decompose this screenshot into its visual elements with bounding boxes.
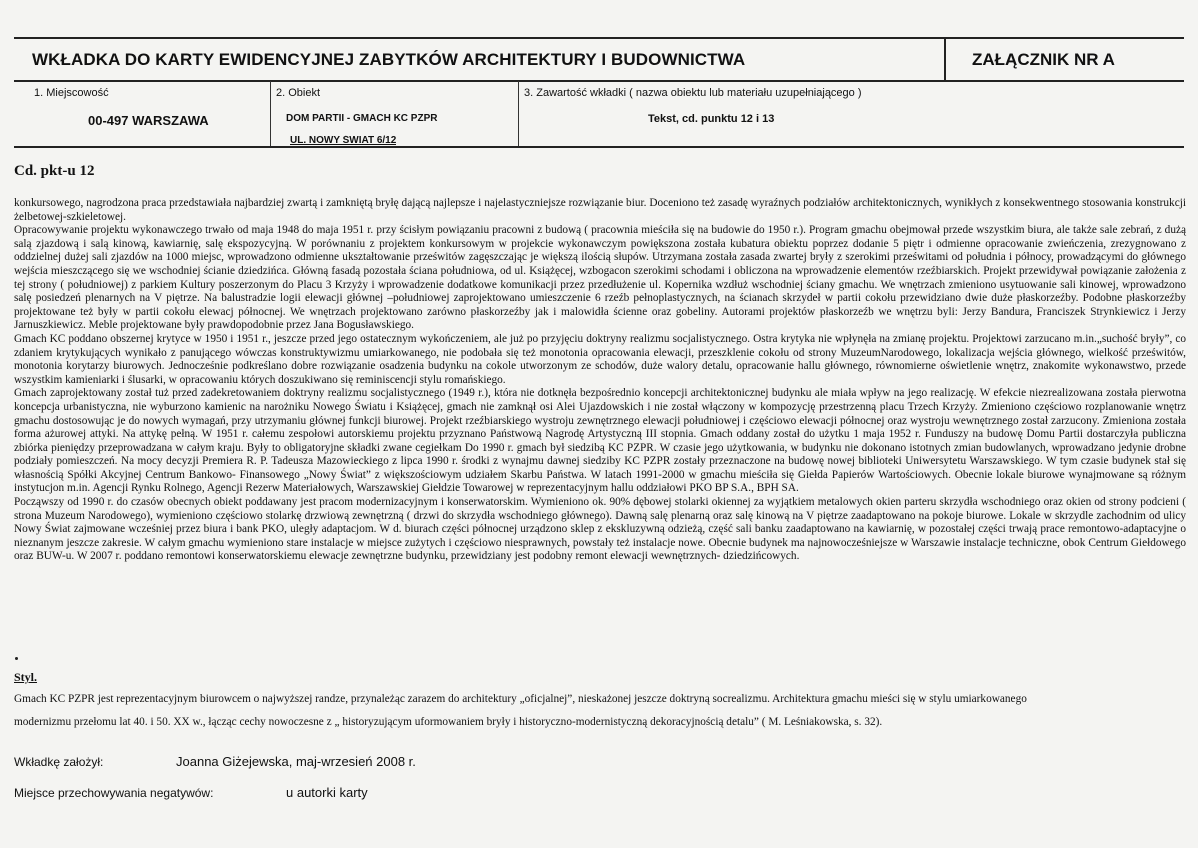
divider-title (944, 38, 946, 80)
object-label: 2. Obiekt (276, 87, 321, 99)
author-value: Joanna Giżejewska, maj-wrzesień 2008 r. (176, 754, 416, 769)
author-label: Wkładkę założył: (14, 755, 104, 769)
card-title: WKŁADKA DO KARTY EWIDENCYJNEJ ZABYTKÓW ARCHITEKTURY I BUDOWNICTWA (32, 50, 746, 69)
storage-value: u autorki karty (286, 785, 368, 800)
style-line: Gmach KC PZPR jest reprezentacyjnym biurowcem o najwyższej randze, przynależąc zarazem do architektury „oficjalnej”, nieskażonej jeszcze doktryną socrealizmu. Architektura gmachu mieści się w stylu umiarkowanego (14, 693, 1027, 705)
object-name: DOM PARTII - GMACH KC PZPR (286, 113, 438, 124)
paragraph: konkursowego, nagrodzona praca przedstawiała najbardziej zwartą i zamkniętą bryłę dającą najlepsze i najelastyczniejsze rozwiązanie biur. Doceniono też zasadę wyraźnych podziałów architektonicznych, wynikłych z konsekwentnego stosowania konstrukcji żelbetowej-szkieletowej. (14, 197, 1186, 223)
paragraph: Począwszy od 1990 r. do czasów obecnych obiekt poddawany jest pracom modernizacyjnym i konserwatorskim. Wymieniono ok. 90% dębowej stolarki okiennej za wyjątkiem metalowych okien parteru skrzydła wschodniego oraz okien od strony podcieni ( strona Muzeum Narodowego), wymieniono częściowo stolarkę drzwiową zewnętrzną ( drzwi do skrzydła wschodniego głównego). Dawną salę plenarną oraz salę kinową na V piętrze zaadaptowano na pokoje biurowe. Lokale w skrzydle zachodnim od ulicy Nowy Świat zajmowane wcześniej przez biura i bank PKO, uległy adaptacjom. W d. biurach części północnej urządzono sklep z ekskluzywną odzieżą, część sali banku zaadaptowano na kawiarnię, w pozostałej części trwają prace remontowo-adaptacyjne o nieznanym jeszcze zakresie. W całym gmachu wymieniono stare instalacje w miejsce zużytych i częściowo niesprawnych, powstały też instalacje nowe. Obecnie budynek ma najnowocześniejsze w Warszawie instalacje techniczne, obok Centrum Giełdowego oraz BUW-u. W 2007 r. poddano remontowi konserwatorskiemu elewacje zewnętrzne budynku, przewidziany jest podobny remont elewacji wewnętrznych- dziedzińcowych. (14, 496, 1186, 563)
bullet-dot (15, 657, 18, 660)
paragraph: Gmach zaprojektowany został tuż przed zadekretowaniem doktryny realizmu socjalistycznego (1949 r.), która nie dotknęła bezpośrednio koncepcji architektonicznej budynku ale miała wpływ na jego realizację. W efekcie niezrealizowana została pierwotna koncepcja urbanistyczna, nie wyburzono kamienic na narożniku Nowego Światu i Książęcej, gmach nie zamknął osi Alei Ujazdowskich i nie został włączony w kompozycję przestrzenną placu Trzech Krzyży. Zmieniono częściowo rozplanowanie wnętrz gmachu dostosowując je do nowych wymagań, przy utrzymaniu głównej funkcji biurowej. Projekt rzeźbiarskiego wystroju zewnętrznego elewacji południowej i częściowo elewacji północnej oraz wystroju wewnętrznego został zarzucony. Zmieniona została forma ażurowej attyki. Na attykę pełną. W 1951 r. całemu zespołowi autorskiemu projektu przyznano Państwową Nagrodę Artystyczną III stopnia. Gmach oddany został do użytku 1 maja 1952 r. Funduszy na budowę Domu Partii dostarczyła publiczna zbiórka pieniędzy przeprowadzana w całym kraju. Były to obligatoryjne składki zwane cegiełkam Do 1990 r. gmach był siedzibą KC PZPR. W czasie jego użytkowania, w budynku nie dokonano istotnych zmian budowlanych, wprowadzano jedynie drobne podziały pomieszczeń. Na mocy decyzji Premiera R. P. Tadeusza Mazowieckiego z lipca 1990 r. środki z wynajmu dawnej siedziby KC PZPR zostały przeznaczone na budowę nowej biblioteki Uniwersytetu Warszawskiego. W tym czasie budynek stał się własnością Spółki Akcyjnej Centrum Bankowo- Finansowego „Nowy Świat” z większościowym udziałem Skarbu Państwa. W latach 1991-2000 w gmachu mieściła się Giełda Papierów Wartościowych. Obecnie lokale biurowe wynajmowane są różnym instytucjon m.in. Agencji Rynku Rolnego, Agencji Rezerw Materiałowych, Warszawskiej Giełdzie Towarowej w reprezentacyjnym hallu oddziałowi PKO BP S.A., BPH SA. (14, 387, 1186, 495)
header-bottom-rule (14, 146, 1184, 148)
header-mid-rule (14, 80, 1184, 82)
body-text (14, 197, 1186, 564)
locality-value: 00-497 WARSZAWA (88, 113, 209, 128)
style-heading: Styl. (14, 670, 38, 684)
paragraph: Opracowywanie projektu wykonawczego trwało od maja 1948 do maja 1951 r. przy ścisłym powiązaniu pracowni z budową ( pracownia mieściła się na budowie do 1950 r.). Program gmachu obejmował przede wszystkim biura, ale także sale zebrań, z dużą salą zjazdową i salą kinową, kawiarnię, salę ekspozycyjną. W porównaniu z projektem konkursowym w projekcie wykonawczym powiększona została kubatura obiektu poprzez dodanie 5 piętr i odmienne opracowanie zwieńczenia, zrezygnowano z oddzielnej dużej sali zjazdów na 1000 miejsc, wprowadzono odmienne ukształtowanie prześwitów zagęszczając je większą ilością słupów. Utrzymana została zasada zwartej bryły z szerokimi prześwitami od południa i północy, prowadzącymi do głównego wejścia mieszczącego się we wschodniej ścianie dziedzińca. Główną fasadą pozostała ściana południowa, od ul. Książęcej, wzbogacon szerokimi schodami i obliczona na wprowadzenie elementów rzeźbiarskich. Projekt przewidywał powiązanie założenia z tej strony ( południowej) z parkiem Kultury poszerzonym do Placu 3 Krzyży i wprowadzenie dodatkowe komunikacji przez przedłużenie ul. Kopernika wzdłuż wschodniej ściany gmachu. We wnętrzach zmieniono usytuowanie sali kinowej, wprowadzono salę posiedzeń plenarnych na V piętrze. Na balustradzie logii elewacji głównej –południowej zaprojektowano umieszczenie 6 rzeźb pełnoplastycznych, na ścianach skrzydeł w partii cokołu przewidziano dwie duże płaskorzeźby. Podobne płaskorzeźby projektowane też były w partii cokołu elewacj północnej. We wnętrzach projektowano zarówno płaskorzeźby jak i malowidła ścienne oraz gobeliny. Autorami projektów płaskorzeźb we wnętrzu byli: Jerzy Bandura, Franciszek Strynkiewicz i Jerzy Jarnuszkiewicz. Meble projektowane były prawdopodobnie przez Jana Bogusławskiego. (14, 224, 1186, 332)
style-line: modernizmu przełomu lat 40. i 50. XX w., łącząc cechy nowoczesne z „ historyzującym uformowaniem bryły i historyczno-modernistyczną dekoracyjnością detalu” ( M. Leśniakowska, s. 32). (14, 716, 883, 728)
storage-label: Miejsce przechowywania negatywów: (14, 786, 214, 800)
locality-label: 1. Miejscowość (34, 87, 109, 99)
contents-value: Tekst, cd. punktu 12 i 13 (648, 113, 775, 125)
divider-locality (270, 81, 271, 146)
attachment-number: ZAŁĄCZNIK NR A (972, 50, 1115, 69)
header-top-rule (14, 37, 1184, 39)
paragraph: Gmach KC poddano obszernej krytyce w 1950 i 1951 r., jeszcze przed jego ostatecznym wykończeniem, ale już po przyjęciu doktryny realizmu socjalistycznego. Ostra krytyka nie wpłynęła na zmianę projektu. Projektowi zarzucano m.in.„suchość bryły”, co zdaniem krytykujących wynikało z panującego wówczas konstruktywizmu umiarkowanego, nie podobała się też monotonia opracowania elewacji, przeszklenie cokołu od strony MuzeumNarodowego, lokalizacja wejścia głównego, wielkość prześwitów, monotonia korytarzy biurowych. Jednocześnie podkreślano dobre rozwiązanie osadzenia budynku na cokole utworzonym ze schodów, duże walory detalu, opracowanie hallu głównego, równomierne oświetlenie wnętrz, znakomite wykonawstwo, przede wszystkim kamieniarki i ślusarki, w opracowaniu których doszukiwano się reminiscencji stylu romańskiego. (14, 332, 1186, 386)
style-text (14, 688, 1186, 734)
divider-object (518, 81, 519, 146)
section-heading: Cd. pkt-u 12 (14, 163, 95, 179)
object-address: UL. NOWY ŚWIAT 6/12 (290, 135, 397, 146)
contents-label: 3. Zawartość wkładki ( nazwa obiektu lub materiału uzupełniającego ) (524, 87, 862, 99)
